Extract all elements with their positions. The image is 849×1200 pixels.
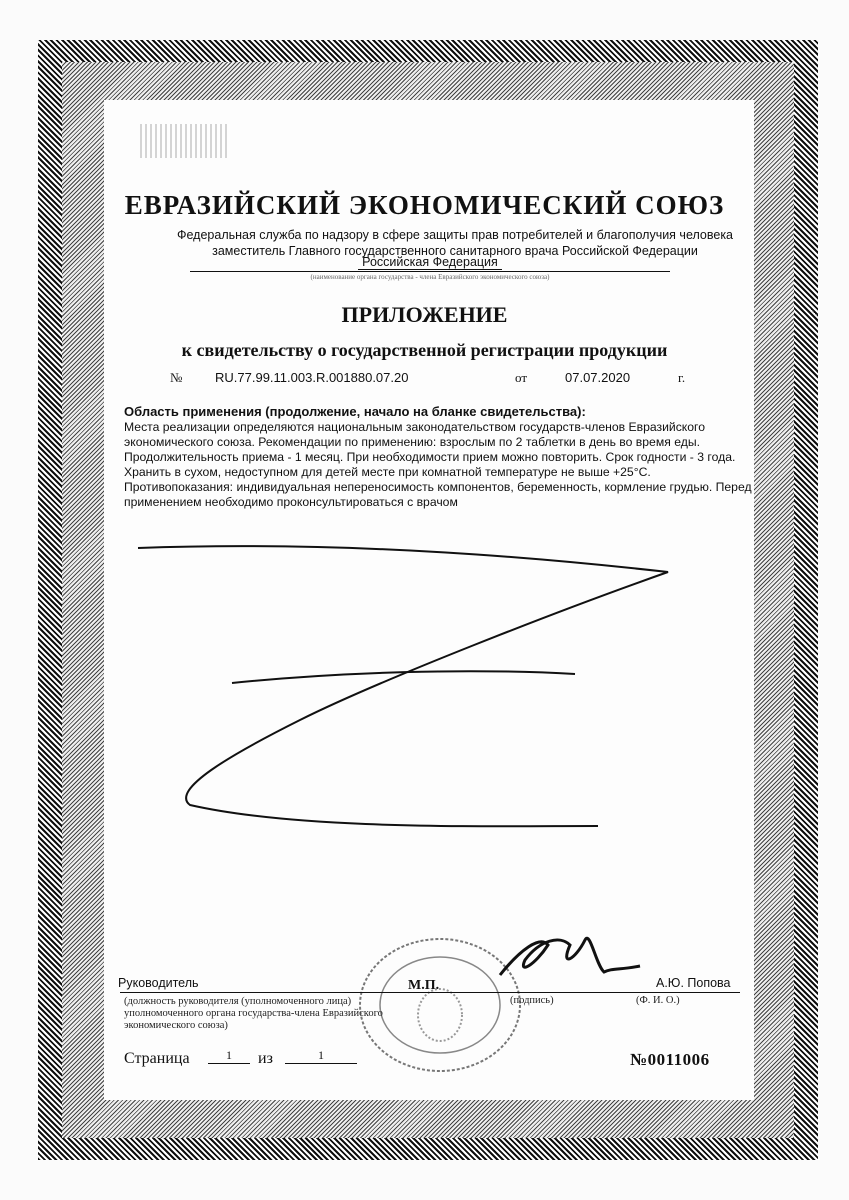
position-caption: (должность руководителя (уполномоченного лица) уполномоченного органа государства-члена Евразийского экономического союза) [124, 996, 383, 1031]
scope-text: Места реализации определяются национальным законодательством государств-членов Евразийского экономического союза. Рекомендации по применению: взрослым по 2 таблетки в день во время еды. Продолжительность приема - 1 месяц. При необходимости прием можно повторить. Срок годности - 3 года. Хранить в сухом, недоступном для детей месте при комнатной температуре не выше +25°С. Противопоказания: индивидуальная непереносимость компонентов, беременность, кормление грудью. Перед применением необходимо проконсультироваться с врачом [124, 420, 752, 509]
date-prefix: от [515, 370, 528, 385]
role-label: Руководитель [118, 976, 199, 990]
scope-heading: Область применения (продолжение, начало на бланке свидетельства): [124, 404, 586, 419]
of-label: из [258, 1050, 273, 1067]
fio-caption: (Ф. И. О.) [636, 995, 680, 1006]
registration-number: RU.77.99.11.003.R.001880.07.20 [215, 370, 409, 385]
authority-line-2: заместитель Главного государственного санитарного врача Российской Федерации [212, 244, 698, 258]
country-hint: (наименование органа государства - члена Евразийского экономического союза) [190, 271, 670, 281]
registration-date: 07.07.2020 [565, 370, 631, 385]
union-title: ЕВРАЗИЙСКИЙ ЭКОНОМИЧЕСКИЙ СОЮЗ [124, 190, 725, 220]
country-name: Российская Федерация [358, 255, 502, 270]
number-label: № [170, 370, 183, 385]
signer-name: А.Ю. Попова [656, 976, 731, 990]
form-number: №0011006 [630, 1050, 710, 1069]
security-mark [140, 124, 230, 158]
year-suffix: г. [678, 370, 686, 385]
seal-mark: М.П. [408, 978, 440, 993]
signature-caption: (подпись) [510, 995, 554, 1006]
signature-rule [120, 992, 740, 993]
appendix-title: ПРИЛОЖЕНИЕ [341, 302, 508, 327]
page-total: 1 [285, 1048, 357, 1064]
appendix-subtitle: к свидетельству о государственной регистрации продукции [181, 340, 668, 360]
page-label: Страница [124, 1050, 190, 1067]
authority-line-1: Федеральная служба по надзору в сфере защиты прав потребителей и благополучия человека [176, 228, 734, 242]
country-line [190, 255, 670, 269]
page-current: 1 [208, 1048, 250, 1064]
